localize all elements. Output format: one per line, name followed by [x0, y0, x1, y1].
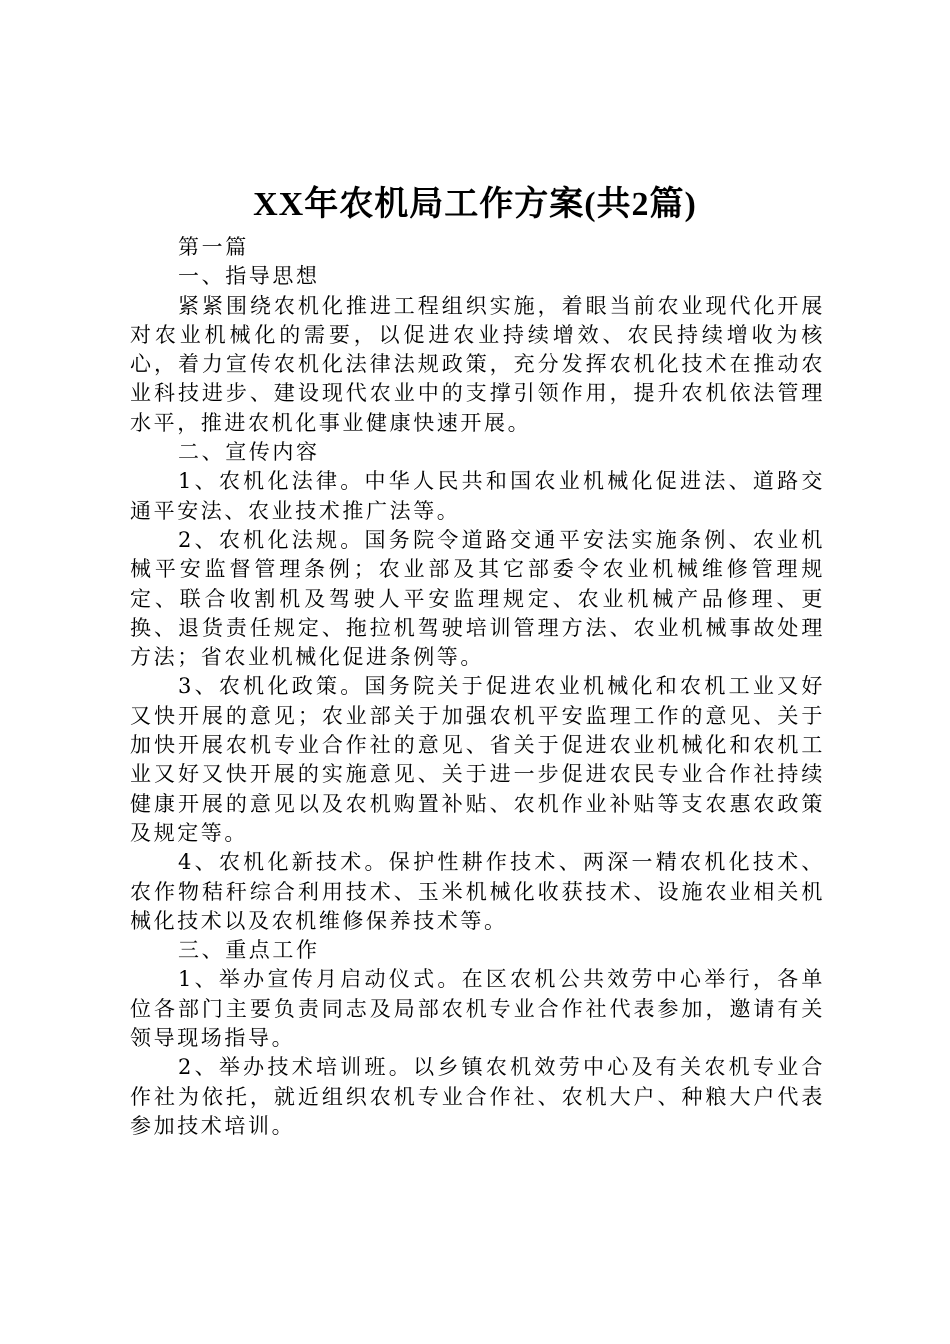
- section-heading-guiding-ideology: 一、指导思想: [178, 264, 320, 289]
- section-heading-publicity-content: 二、宣传内容: [178, 440, 320, 465]
- paragraph-new-technologies: 4、农机化新技术。保护性耕作技术、两深一精农机化技术、农作物秸秆综合利用技术、玉米机械化收获技术、设施农业相关机械化技术以及农机维修保养技术等。: [130, 850, 825, 933]
- section-heading-first-article: 第一篇: [178, 235, 249, 259]
- section-heading-key-work: 三、重点工作: [178, 938, 320, 963]
- paragraph-laws: 1、农机化法律。中华人民共和国农业机械化促进法、道路交通平安法、农业技术推广法等。: [130, 469, 825, 523]
- paragraph-guiding-ideology: 紧紧围绕农机化推进工程组织实施，着眼当前农业现代化开展对农业机械化的需要，以促进农业持续增效、农民持续增收为核心，着力宣传农机化法律法规政策，充分发挥农机化技术在推动农业科技进步、建设现代农业中的支撑引领作用，提升农机依法管理水平，推进农机化事业健康快速开展。: [130, 293, 825, 435]
- paragraph-training-class: 2、举办技术培训班。以乡镇农机效劳中心及有关农机专业合作社为依托，就近组织农机专业合作社、农机大户、种粮大户代表参加技术培训。: [130, 1055, 825, 1138]
- paragraph-regulations: 2、农机化法规。国务院令道路交通平安法实施条例、农业机械平安监督管理条例；农业部及其它部委令农业机械维修管理规定、联合收割机及驾驶人平安监理规定、农业机械产品修理、更换、退货责任规定、拖拉机驾驶培训管理方法、农业机械事故处理方法；省农业机械化促进条例等。: [130, 527, 825, 670]
- document-title: XX年农机局工作方案(共2篇): [253, 186, 697, 223]
- paragraph-policies: 3、农机化政策。国务院关于促进农业机械化和农机工业又好又快开展的意见；农业部关于加强农机平安监理工作的意见、关于加快开展农机专业合作社的意见、省关于促进农业机械化和农机工业又好又快开展的实施意见、关于进一步促进农民专业合作社持续健康开展的意见以及农机购置补贴、农机作业补贴等支农惠农政策及规定等。: [130, 674, 825, 845]
- document-body: [130, 233, 825, 1141]
- paragraph-launch-ceremony: 1、举办宣传月启动仪式。在区农机公共效劳中心举行，各单位各部门主要负责同志及局部农机专业合作社代表参加，邀请有关领导现场指导。: [130, 967, 825, 1051]
